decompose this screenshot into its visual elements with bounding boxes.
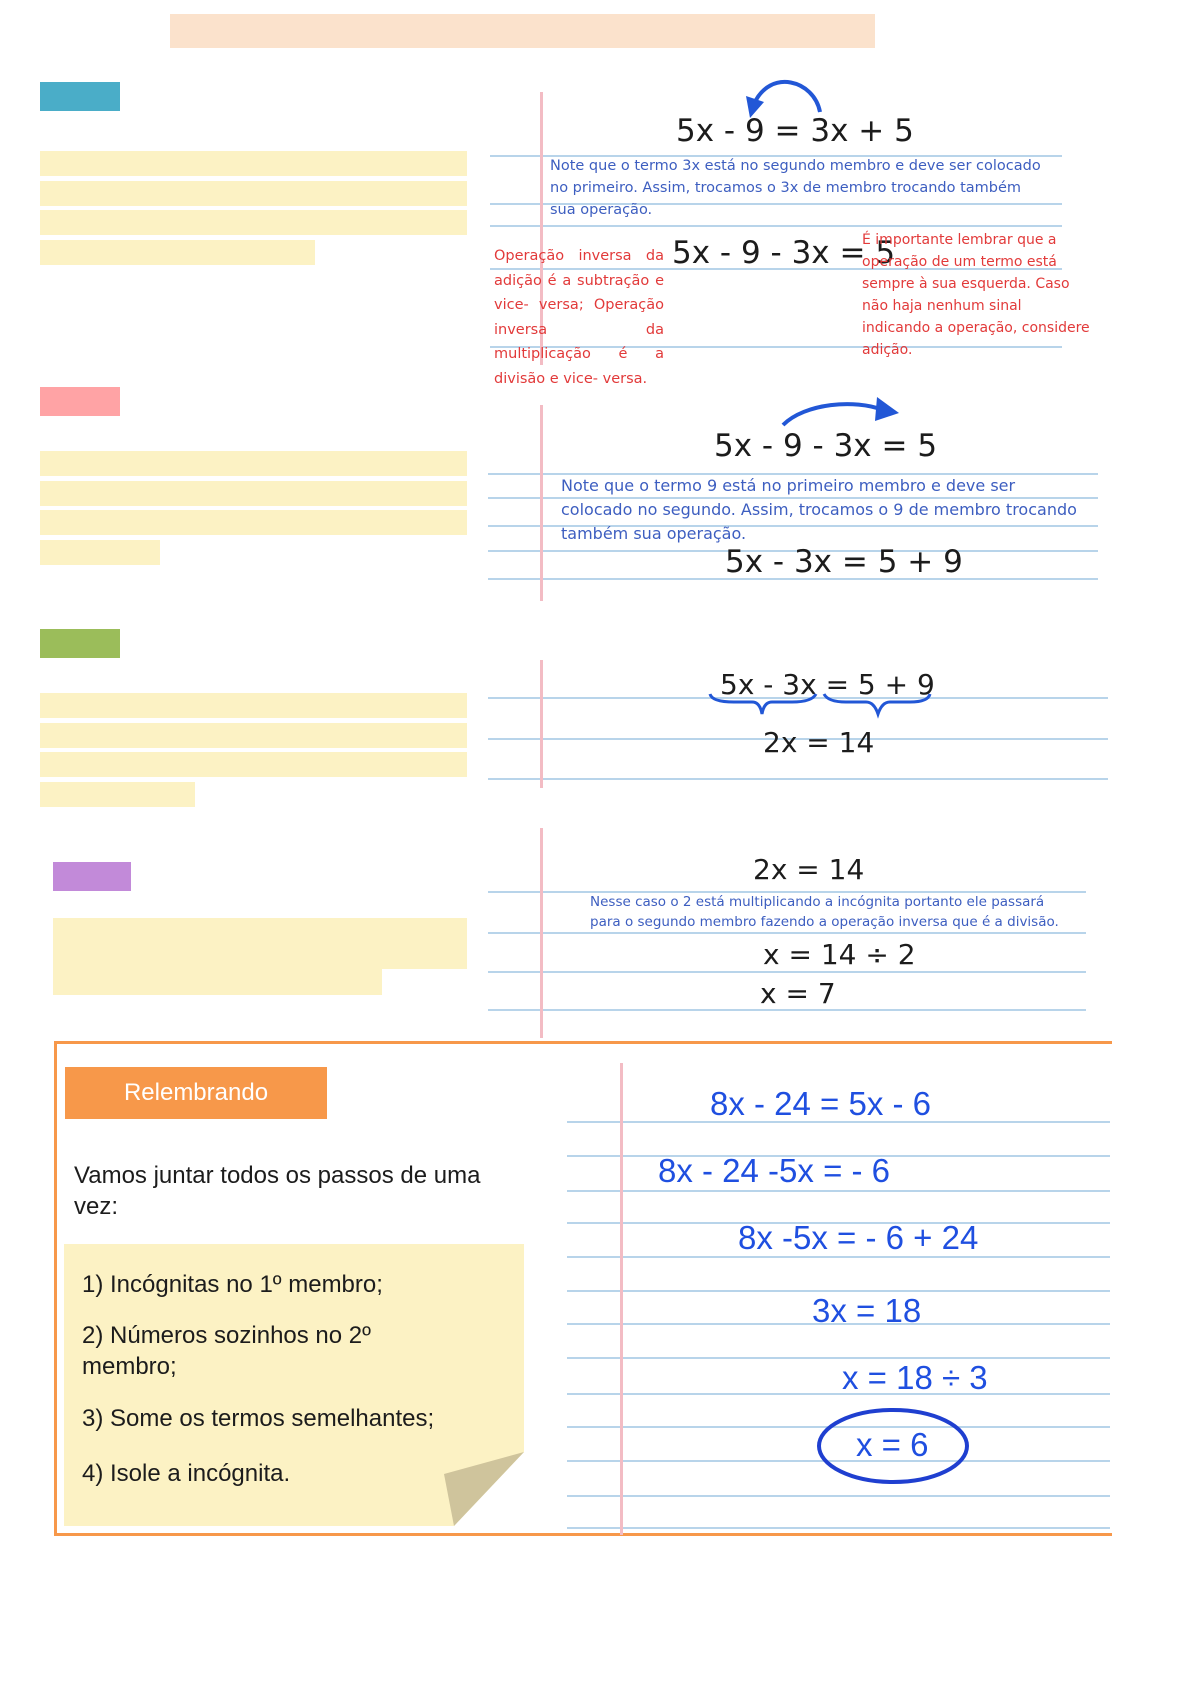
recap-equation-4: 3x = 18: [812, 1292, 922, 1329]
step3-tag: [40, 629, 120, 658]
step1-highlight-line: [40, 151, 467, 176]
step4-equation-top: 2x = 14: [753, 853, 865, 886]
step2-note: Note que o termo 9 está no primeiro membro e deve ser colocado no segundo. Assim, trocamos o 9 de membro trocando também sua operação.: [561, 476, 1077, 543]
step1-equation-result: 5x - 9 - 3x = 5: [672, 235, 896, 271]
recap-equation-3: 8x -5x = - 6 + 24: [738, 1219, 979, 1256]
step2-highlight-line: [40, 510, 467, 535]
step4-highlight-line: [53, 969, 382, 995]
step3-equation-top: 5x - 3x = 5 + 9: [720, 668, 935, 701]
recap-title: Relembrando: [123, 1079, 269, 1106]
step1-equation-top: 5x - 9 = 3x + 5: [676, 113, 914, 149]
step4-note: Nesse caso o 2 está multiplicando a incógnita portanto ele passará para o segundo membro fazendo a operação inversa que é a divisão.: [590, 894, 1059, 930]
arrow-icon: [775, 395, 905, 431]
recap-equation-2: 8x - 24 -5x = - 6: [658, 1152, 891, 1189]
step3-highlight-line: [40, 782, 195, 807]
recap-step-1: 1) Incógnitas no 1º membro;: [82, 1271, 383, 1298]
step2-equation-top: 5x - 9 - 3x = 5: [714, 428, 938, 464]
recap-step-4: 4) Isole a incógnita.: [82, 1460, 291, 1487]
title-bar: [170, 14, 875, 48]
step2-highlight-line: [40, 481, 467, 506]
recap-intro: Vamos juntar todos os passos de uma vez:: [74, 1162, 481, 1220]
step2-equation-result: 5x - 3x = 5 + 9: [725, 544, 963, 580]
step3-highlight-line: [40, 752, 467, 777]
step4-tag: [53, 862, 131, 891]
step1-tag: [40, 82, 120, 111]
recap-title-badge: [65, 1067, 327, 1119]
step1-right-note: É importante lembrar que a operação de um termo está sempre à sua esquerda. Caso não haja nenhum sinal indicando a operação, considere adição.: [862, 232, 1090, 358]
step4-equation-mid: x = 14 ÷ 2: [763, 938, 916, 971]
step1-highlight-line: [40, 210, 467, 235]
step3-equation-result: 2x = 14: [763, 726, 875, 759]
step2-highlight-line: [40, 451, 467, 476]
step1-highlight-line: [40, 240, 315, 265]
recap-step-3: 3) Some os termos semelhantes;: [82, 1405, 435, 1432]
recap-equation-5: x = 18 ÷ 3: [842, 1359, 988, 1396]
step4-highlight-block: [53, 918, 467, 969]
recap-equation-1: 8x - 24 = 5x - 6: [710, 1085, 932, 1122]
step1-highlight-line: [40, 181, 467, 206]
step2-highlight-line: [40, 540, 160, 565]
step3-highlight-line: [40, 723, 467, 748]
recap-equation-6: x = 6: [856, 1426, 929, 1463]
step2-tag: [40, 387, 120, 416]
recap-step-2: 2) Números sozinhos no 2º membro;: [82, 1322, 371, 1380]
step1-note: Note que o termo 3x está no segundo membro e deve ser colocado no primeiro. Assim, trocamos o 3x de membro trocando também sua operação.: [550, 158, 1041, 218]
step4-equation-result: x = 7: [760, 977, 836, 1010]
brace-icon: [706, 690, 934, 720]
step3-highlight-line: [40, 693, 467, 718]
step1-left-note: Operação inversa da adição é a subtração e vice- versa; Operação inversa da multiplicação é a divisão e vice- versa.: [494, 248, 664, 387]
